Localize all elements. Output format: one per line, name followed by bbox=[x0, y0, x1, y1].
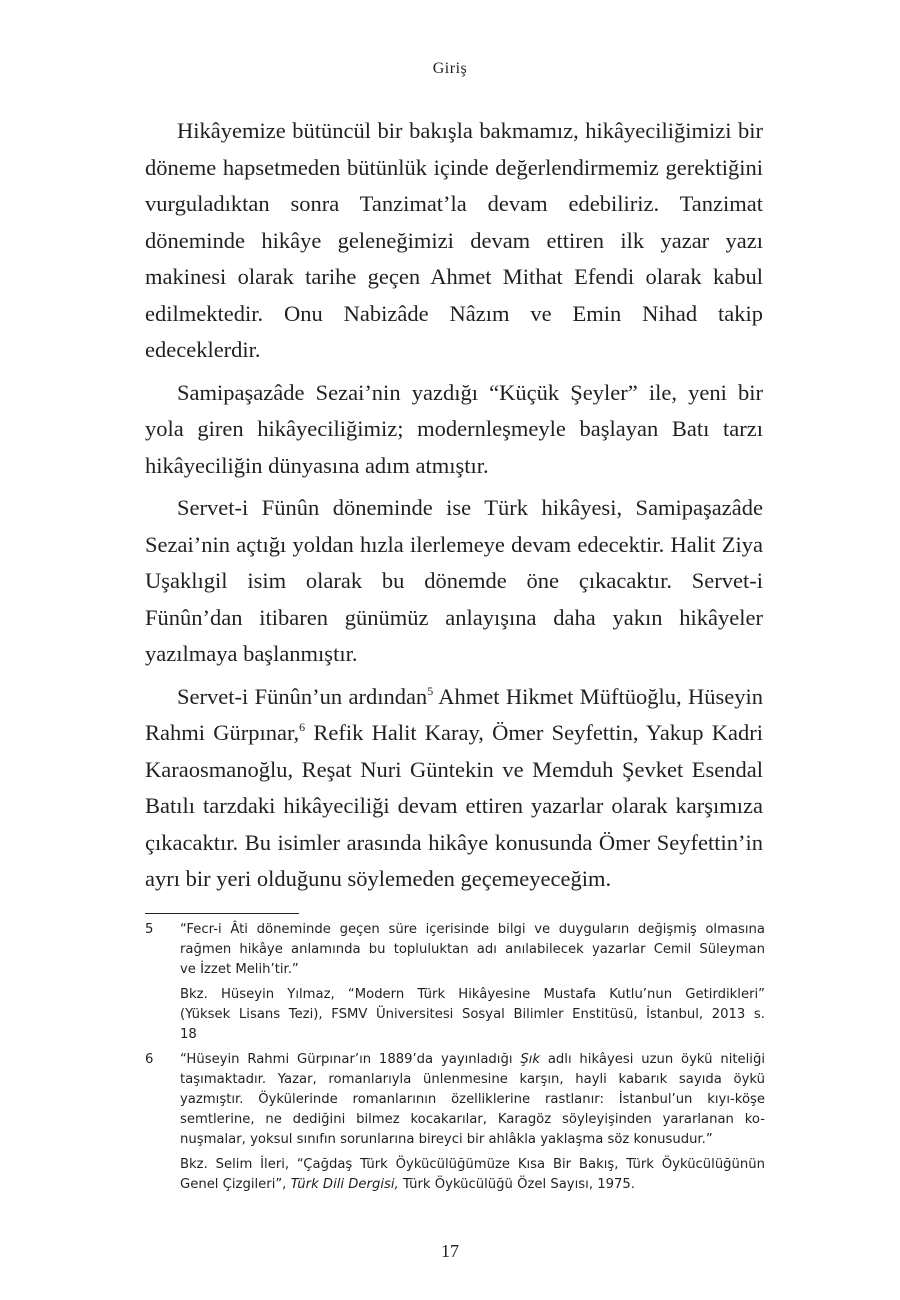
footnote-line: 18 bbox=[180, 1027, 197, 1042]
footnote-line: semtlerine, ne dediğini bilmez kocakarılar, Karagöz söyleyişinden yararlanan ko- bbox=[180, 1112, 765, 1127]
footnote-ref-5: 5 bbox=[427, 683, 434, 698]
body-paragraph-4 bbox=[145, 679, 763, 898]
footnote-citation bbox=[180, 985, 765, 1045]
footnote-citation bbox=[180, 1155, 765, 1195]
footnote-6 bbox=[145, 1050, 765, 1195]
footnote-line: yazmıştır. Öykülerinde romanlarının özelliklerine rastlanır: İstanbul’un kıyı-köşe bbox=[180, 1092, 765, 1107]
footnote-line: “Hüseyin Rahmi Gürpınar’ın 1889’da yayınladığı Şık adlı hikâyesi uzun öykü niteliği bbox=[180, 1052, 766, 1067]
body-paragraph-3: Servet-i Fünûn döneminde ise Türk hikâyesi, Samipaşazâde Sezai’nin açtığı yoldan hızla ilerlemeye devam edecektir. Halit Ziya Uşaklıgil isim olarak bu dönemde öne çıkacaktır. Servet-i Fünûn’dan itibaren günümüz anlayışına daha yakın hikâyeler yazılmaya başlanmıştır. bbox=[145, 495, 763, 666]
footnote-number: 6 bbox=[145, 1052, 154, 1067]
paragraph-text: Ahmet Hikmet Müftüoğlu, Hüseyin Rahmi Gürpınar, bbox=[145, 683, 764, 745]
footnote-separator bbox=[145, 913, 299, 914]
body-paragraph-2: Samipaşazâde Sezai’nin yazdığı “Küçük Şeyler” ile, yeni bir yola giren hikâyeciliğimiz; modernleşmeyle başlayan Batı tarzı hikâyeciliğin dünyasına adım atmıştır. bbox=[145, 379, 763, 478]
footnote-paragraph bbox=[180, 920, 765, 980]
paragraph-text: Servet-i Fünûn’un ardından bbox=[177, 683, 428, 709]
footnote-number: 5 bbox=[145, 922, 154, 937]
footnote-line: Bkz. Selim İleri, “Çağdaş Türk Öykücülüğümüze Kısa Bir Bakış, Türk Öykücülüğünün bbox=[180, 1157, 765, 1172]
footnote-paragraph bbox=[180, 1050, 765, 1150]
page-number: 17 bbox=[441, 1241, 459, 1261]
footnote-line: Bkz. Hüseyin Yılmaz, “Modern Türk Hikâyesine Mustafa Kutlu’nun Getirdikleri” bbox=[180, 987, 765, 1002]
footnote-line: ve İzzet Melih’tir.” bbox=[180, 962, 299, 977]
body-paragraph-1: Hikâyemize bütüncül bir bakışla bakmamız, hikâyeciliğimizi bir döneme hapsetmeden bütünlük içinde değerlendirmemiz gerektiğini vurguladıktan sonra Tanzimat’la devam edebiliriz. Tanzimat döneminde hikâye geleneğimizi devam ettiren ilk yazar yazı makinesi olarak tarihe geçen Ahmet Mithat Efendi olarak kabul edilmektedir. Onu Nabizâde Nâzım ve Emin Nihad takip edeceklerdir. bbox=[145, 118, 763, 362]
footnote-5 bbox=[145, 920, 765, 1045]
body-text bbox=[145, 113, 763, 904]
paragraph-text: Refik Halit Karay, Ömer Seyfettin, Yakup Kadri Karaosmanoğlu, Reşat Nuri Güntekin ve Memduh Şevket Esendal Batılı tarzdaki hikâyeciliği devam ettiren yazarlar olarak karşımıza çıkacaktır. Bu isimler arasında hikâye konusunda Ömer Seyfettin’in ayrı bir yeri olduğunu söylemeden geçemeyeceğim. bbox=[145, 720, 763, 891]
footnote-line: nuşmalar, yoksul sınıfın sorunlarına bireyci bir ahlâkla yaklaşma söz konusudur.” bbox=[180, 1132, 713, 1147]
footnote-line: rağmen hikâye anlamında bu topluluktan adı anılabilecek yazarlar Cemil Süleyman bbox=[180, 942, 765, 957]
footnote-line: “Fecr-i Âti döneminde geçen süre içerisinde bilgi ve duyguların değişmiş olmasına bbox=[180, 922, 765, 937]
running-head: Giriş bbox=[432, 60, 468, 77]
footnote-line: taşımaktadır. Yazar, romanlarıyla ünlenmesine karşın, hayli kabarık sayıda öykü bbox=[180, 1072, 765, 1087]
footnote-ref-6: 6 bbox=[299, 720, 306, 734]
italic-title: Türk Dili Dergisi, bbox=[290, 1177, 399, 1192]
footnote-line: (Yüksek Lisans Tezi), FSMV Üniversitesi Sosyal Bilimler Enstitüsü, İstanbul, 2013 s. bbox=[180, 1007, 765, 1022]
footnote-line: Genel Çizgileri”, Türk Dili Dergisi, Türk Öykücülüğü Özel Sayısı, 1975. bbox=[180, 1177, 635, 1192]
italic-title: Şık bbox=[520, 1052, 540, 1067]
footnotes bbox=[145, 920, 765, 1200]
